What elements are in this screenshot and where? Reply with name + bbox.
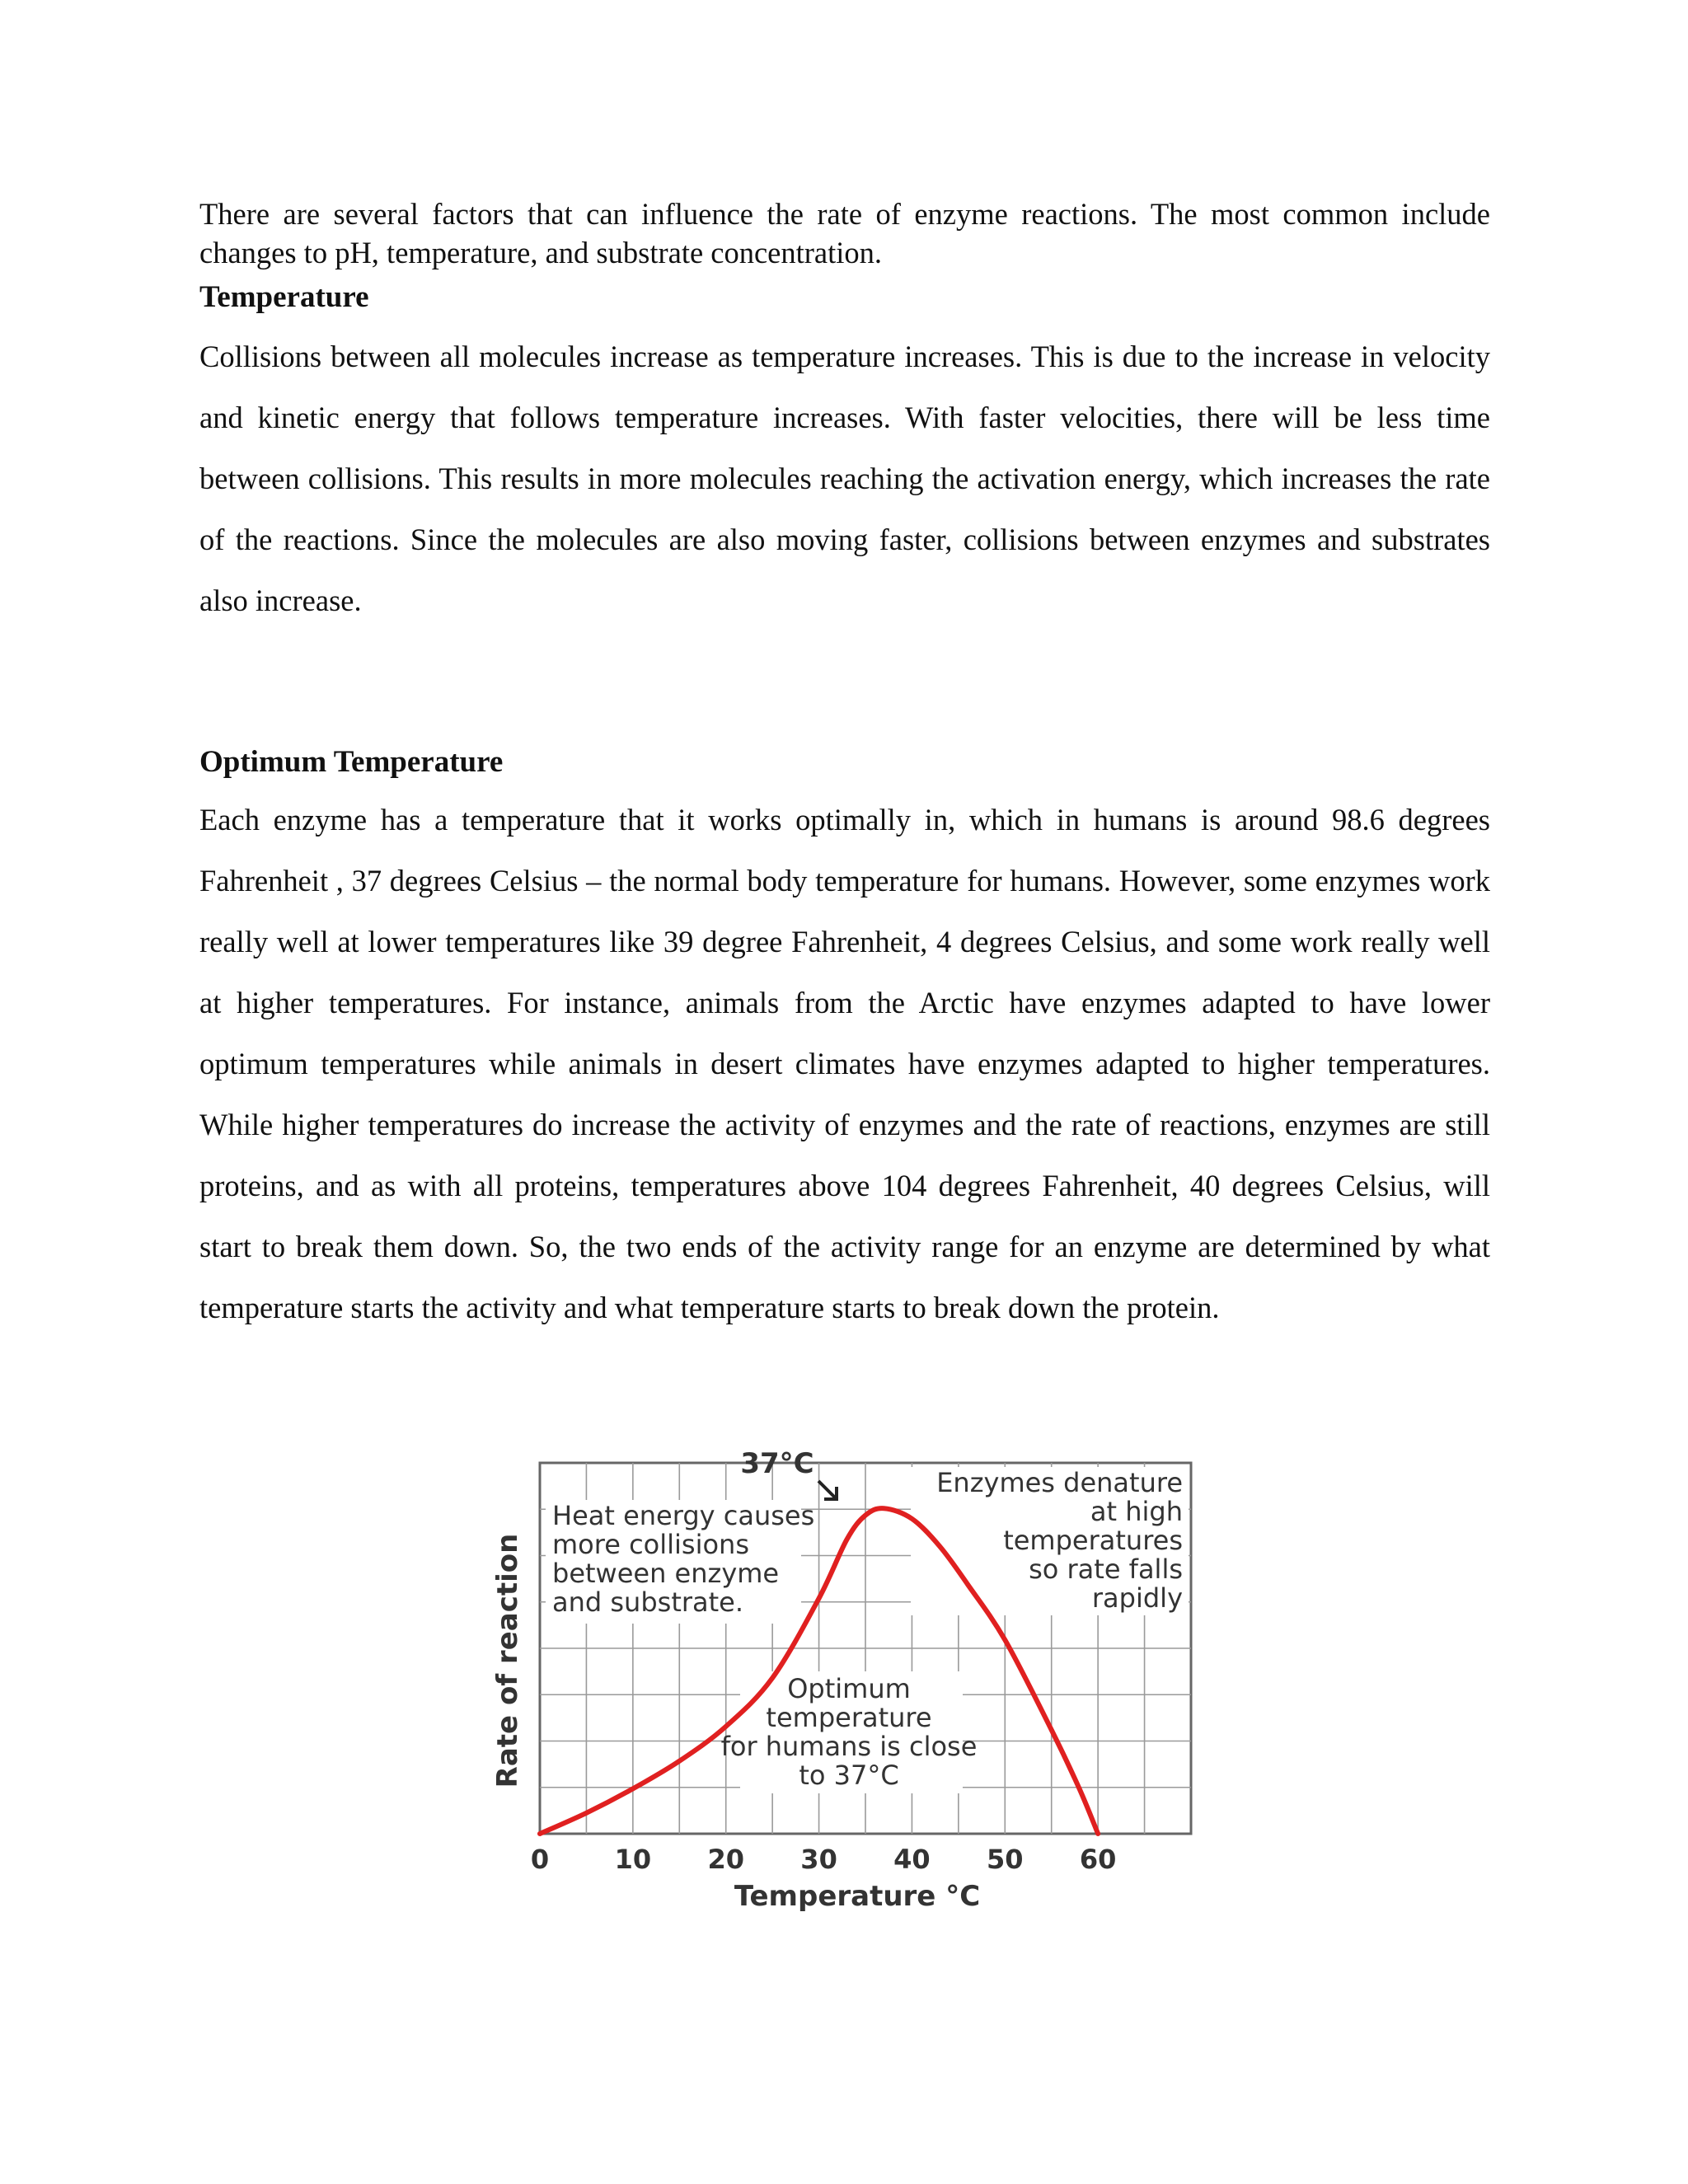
x-tick-label: 50 [987,1844,1024,1875]
x-tick-label: 10 [614,1844,652,1875]
annotation-optimum-line: temperature [766,1702,932,1733]
document-page [199,194,1490,1324]
x-tick-labels [531,1844,1117,1875]
x-tick-label: 20 [707,1844,744,1875]
x-tick-label: 40 [893,1844,931,1875]
annotation-denature-line: at high [1090,1496,1183,1527]
annotation-optimum-line: for humans is close [720,1731,978,1762]
y-axis-label: Rate of reaction [491,1533,524,1788]
enzyme-rate-chart [478,1438,1220,1933]
temperature-heading: Temperature [199,280,369,314]
temperature-paragraph: Collisions between all molecules increase as temperature increases. This is due to the increase in velocity and kinetic energy that follows temperature increases. With faster velocities, there will be less time between collisions. This results in more molecules reaching the activation energy, which increases the rate of the reactions. Since the molecules are also moving faster, collisions between enzymes and substrates also increase. [199,340,1490,617]
annotation-optimum-line: to 37°C [799,1760,899,1791]
annotation-denature-line: so rate falls [1029,1554,1183,1585]
x-axis-label: Temperature °C [734,1880,981,1913]
chart-svg [478,1438,1220,1933]
x-tick-label: 60 [1079,1844,1117,1875]
annotation-heat-line: more collisions [552,1529,749,1560]
intro-paragraph: There are several factors that can influence the rate of enzyme reactions. The most common include changes to pH, temperature, and substrate concentration. [199,197,1490,269]
optimum-temperature-heading: Optimum Temperature [199,745,504,779]
annotation-optimum-line: Optimum [787,1673,911,1704]
x-tick-label: 30 [800,1844,837,1875]
optimum-temperature-paragraph: Each enzyme has a temperature that it works optimally in, which in humans is around 98.6 degrees Fahrenheit , 37 degrees Celsius – the normal body temperature for humans. However, some enzymes work really well at lower temperatures like 39 degree Fahrenheit, 4 degrees Celsius, and some work really well at higher temperatures. For instance, animals from the Arctic have enzymes adapted to have lower optimum temperatures while animals in desert climates have enzymes adapted to higher temperatures. While higher temperatures do increase the activity of enzymes and the rate of reactions, enzymes are still proteins, and as with all proteins, temperatures above 104 degrees Fahrenheit, 40 degrees Celsius, will start to break them down. So, the two ends of the activity range for an enzyme are determined by what temperature starts the activity and what temperature starts to break down the protein. [199,803,1490,1324]
annotation-heat-line: between enzyme [552,1558,780,1589]
annotation-denature-line: Enzymes denature [936,1467,1183,1498]
annotation-heat-line: and substrate. [552,1586,744,1618]
annotation-denature-line: rapidly [1091,1582,1183,1614]
annotation-denature-line: temperatures [1003,1525,1183,1556]
peak-label: 37°C [740,1447,814,1480]
annotation-heat-line: Heat energy causes [552,1500,815,1531]
x-tick-label: 0 [530,1844,550,1875]
